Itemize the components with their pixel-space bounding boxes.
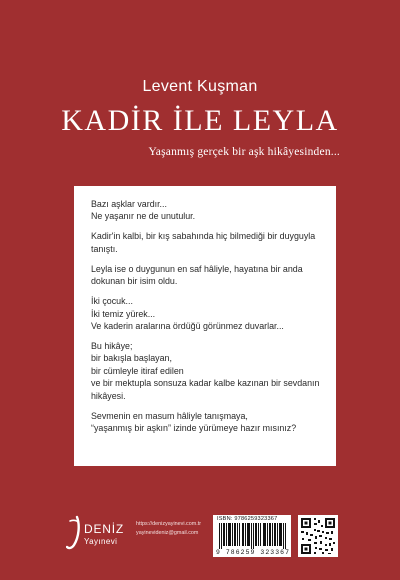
book-subtitle: Yaşanmış gerçek bir aşk hikâyesinden... [148, 146, 340, 158]
barcode-bars [219, 523, 287, 549]
blurb-line: ve bir mektupla sonsuza kadar kalbe kazınan bir sevdanın hikâyesi. [91, 378, 320, 401]
blurb-line: İki temiz yürek... [91, 308, 156, 319]
blurb-paragraph-6 [91, 410, 324, 435]
blurb-line: Sevmenin en masum hâliyle tanışmaya, [91, 410, 248, 421]
blurb-paragraph-3: Leyla ise o duygunun en saf hâliyle, hayatına bir anda dokunan bir isim oldu. [91, 263, 303, 287]
publisher-logo [66, 513, 126, 555]
blurb-paragraph-5 [91, 340, 324, 402]
barcode [213, 515, 291, 557]
blurb-line: Ne yaşanır ne de unutulur. [91, 211, 196, 222]
blurb-line: Ve kaderin aralarına ördüğü görünmez duvarlar... [91, 321, 284, 332]
blurb-paragraph-1 [91, 198, 324, 223]
publisher-name: DENİZ [84, 522, 124, 536]
blurb-line: bir bakışla başlayan, [91, 353, 172, 364]
author-name: Levent Kuşman [142, 78, 258, 95]
book-title: KADİR İLE LEYLA [61, 104, 339, 137]
barcode-digits: 9 786259 323367 [216, 549, 291, 556]
blurb-panel [74, 186, 336, 466]
blurb-line: “yaşanmış bir aşkın” izinde yürümeye hazır mısınız? [91, 423, 297, 434]
isbn-label: ISBN: 9786259323367 [217, 516, 278, 522]
publisher-website: https://denizyayinevi.com.tr [136, 521, 202, 527]
publisher-email: yayinevideniz@gmail.com [136, 530, 199, 536]
blurb-line: bir cümleyle itiraf edilen [91, 365, 184, 376]
blurb-paragraph-2: Kadir'in kalbi, bir kış sabahında hiç bilmediği bir duyguyla tanıştı. [91, 231, 316, 254]
blurb-paragraph-4 [91, 295, 324, 332]
publisher-contacts [136, 520, 201, 538]
publisher-logo-mark-icon [66, 515, 82, 551]
publisher-subname: Yayınevi [84, 537, 118, 546]
blurb-line: İki çocuk... [91, 296, 133, 307]
qr-code-icon [298, 515, 338, 557]
blurb-line: Bu hikâye; [91, 341, 133, 352]
blurb-line: Bazı aşklar vardır... [91, 199, 167, 209]
